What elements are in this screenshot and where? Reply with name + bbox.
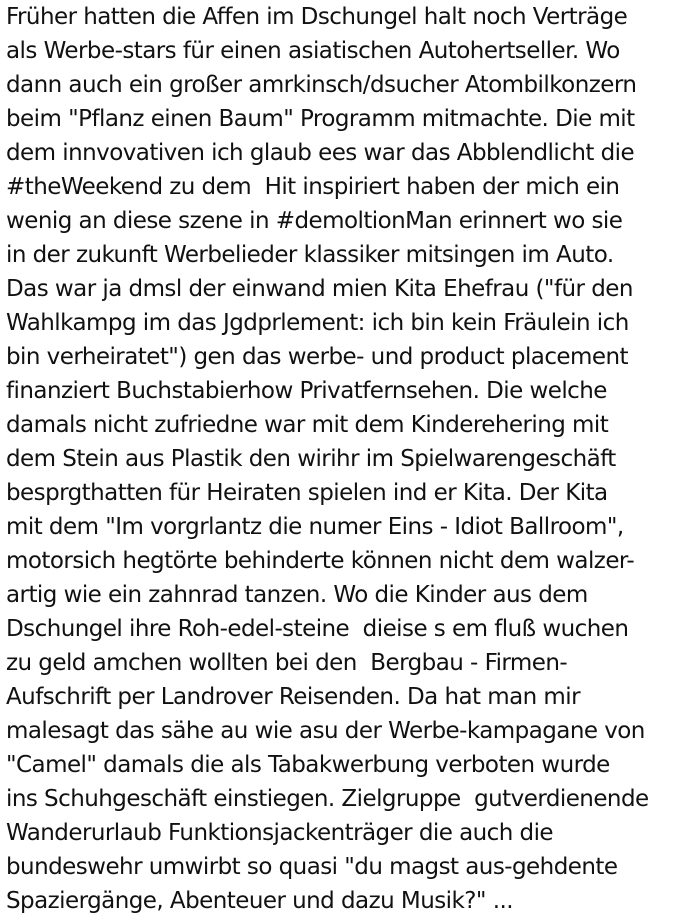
text-line: Spaziergänge, Abenteuer und dazu Musik?" ... [6,888,513,914]
text-line: finanziert Buchstabierhow Privatfernsehen. Die welche [6,378,607,404]
text-line: besprgthatten für Heiraten spielen ind er Kita. Der Kita [6,480,608,506]
text-line: malesagt das sähe au wie asu der Werbe-kampagane von [6,718,645,744]
text-line: Dschungel ihre Roh-edel-steine dieise s em fluß wuchen [6,616,629,642]
text-line: motorsich hegtörte behinderte können nicht dem walzer- [6,548,635,574]
text-line: #theWeekend zu dem Hit inspiriert haben der mich ein [6,174,620,200]
text-line: zu geld amchen wollten bei den Bergbau - Firmen- [6,650,568,676]
text-line: dann auch ein großer amrkinsch/dsucher Atombilkonzern [6,72,637,98]
text-line: wenig an diese szene in #demoltionMan erinnert wo sie [6,208,623,234]
text-line: artig wie ein zahnrad tanzen. Wo die Kinder aus dem [6,582,588,608]
text-line: bundeswehr umwirbt so quasi "du magst aus-gehdente [6,854,618,880]
text-line: Das war ja dmsl der einwand mien Kita Ehefrau ("für den [6,276,633,302]
text-line: Wahlkampg im das Jgdprlement: ich bin kein Fräulein ich [6,310,629,336]
text-line: beim "Pflanz einen Baum" Programm mitmachte. Die mit [6,106,635,132]
body-text [6,0,684,918]
text-line: als Werbe-stars für einen asiatischen Autohertseller. Wo [6,38,620,64]
text-line: ins Schuhgeschäft einstiegen. Zielgruppe gutverdienende [6,786,649,812]
text-line: dem Stein aus Plastik den wirihr im Spielwarengeschäft [6,446,616,472]
text-line: mit dem "Im vorgrlantz die numer Eins - Idiot Ballroom", [6,514,624,540]
text-line: damals nicht zufriedne war mit dem Kinderehering mit [6,412,609,438]
text-line: Aufschrift per Landrover Reisenden. Da hat man mir [6,684,581,710]
text-line: in der zukunft Werbelieder klassiker mitsingen im Auto. [6,242,614,268]
text-line: bin verheiratet") gen das werbe- und product placement [6,344,628,370]
text-line: "Camel" damals die als Tabakwerbung verboten wurde [6,752,610,778]
text-line: dem innvovativen ich glaub ees war das Abblendlicht die [6,140,635,166]
text-line: Wanderurlaub Funktionsjackenträger die auch die [6,820,554,846]
text-line: Früher hatten die Affen im Dschungel halt noch Verträge [6,4,628,30]
